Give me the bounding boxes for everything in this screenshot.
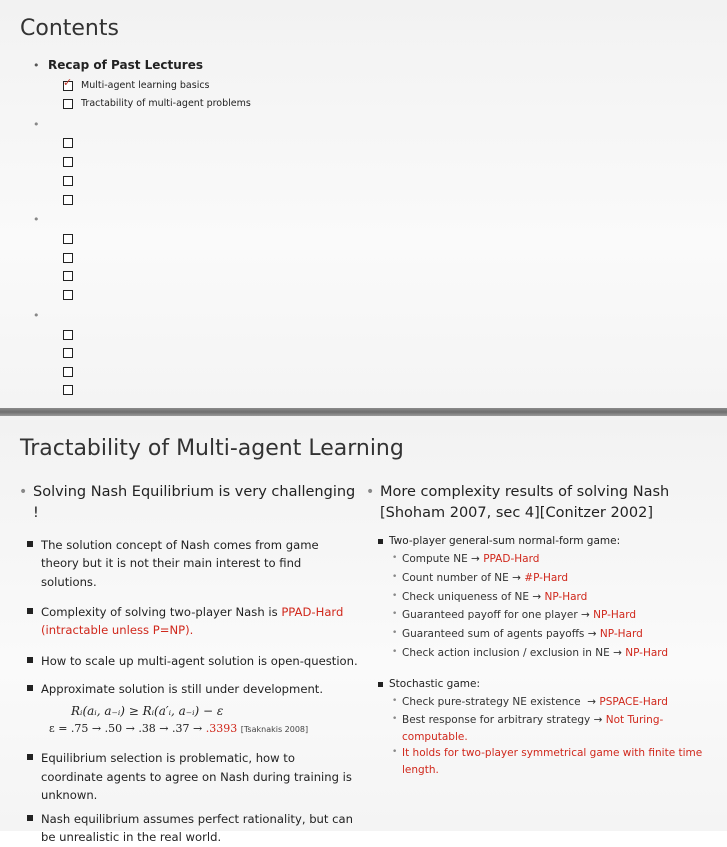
square-bullet-icon — [27, 754, 33, 760]
checkbox-icon — [63, 290, 73, 300]
bullet-icon: • — [33, 118, 40, 131]
square-bullet-icon — [27, 685, 33, 691]
subitem-faded — [63, 176, 81, 186]
bullet-icon: • — [19, 484, 28, 500]
left-column — [19, 482, 359, 847]
bullet-icon: • — [33, 59, 40, 72]
bullet-icon: • — [392, 609, 398, 620]
point-approximate: Approximate solution is still under development. — [19, 680, 359, 698]
slide-title: Tractability of Multi-agent Learning — [20, 436, 404, 461]
checkbox-icon — [63, 348, 73, 358]
result-best-response: • Best response for arbitrary strategy → Not Turing-computable. — [392, 713, 664, 743]
subitem-tractability — [63, 98, 251, 109]
checkbox-icon — [63, 253, 73, 263]
bullet-icon: • — [392, 590, 398, 601]
section-faded — [33, 117, 48, 131]
right-column — [366, 482, 718, 779]
bullet-icon: • — [392, 552, 398, 563]
group-normal-form: Two-player general-sum normal-form game: — [366, 534, 718, 550]
subitem-faded — [63, 234, 81, 244]
result-compute-ne: • Compute NE → PPAD-Hard — [366, 550, 718, 569]
point-solution-concept: The solution concept of Nash comes from game theory but it is not their main interest to find solutions. — [19, 536, 359, 591]
subitem-faded — [63, 367, 81, 377]
bullet-icon: • — [392, 713, 398, 724]
bullet-icon: • — [33, 309, 40, 322]
result-symmetrical: • It holds for two-player symmetrical game with finite time length. — [392, 747, 703, 777]
bullet-icon: • — [392, 628, 398, 639]
checkbox-icon — [63, 157, 73, 167]
group-stochastic: Stochastic game: — [366, 677, 718, 693]
subitem-faded — [63, 138, 81, 148]
point-rationality: Nash equilibrium assumes perfect rationality, but can be unrealistic in the real world. — [19, 810, 359, 847]
square-bullet-icon — [27, 657, 33, 663]
point-scale-up: How to scale up multi-agent solution is open-question. — [19, 652, 359, 670]
contents-slide — [0, 0, 727, 408]
result-guaranteed-payoff: • Guaranteed payoff for one player → NP-Hard — [366, 606, 718, 625]
epsilon-sequence: ε = .75 → .50 → .38 → .37 → .3393 [Tsaknakis 2008] — [49, 722, 309, 736]
subitem-faded — [63, 157, 81, 167]
point-complexity: Complexity of solving two-player Nash is PPAD-Hard (intractable unless P=NP). — [19, 603, 359, 640]
square-bullet-icon — [378, 539, 383, 544]
checkbox-icon — [63, 271, 73, 281]
bullet-icon: • — [33, 213, 40, 226]
bullet-icon: • — [366, 484, 375, 500]
section-recap — [33, 58, 203, 72]
checkbox-icon — [63, 176, 73, 186]
subitem-mal-basics — [63, 75, 210, 91]
checkbox-icon — [63, 99, 73, 109]
slide-title: Contents — [20, 16, 119, 41]
subitem-faded — [63, 253, 81, 263]
square-bullet-icon — [27, 815, 33, 821]
checkbox-icon — [63, 330, 73, 340]
epsilon-nash-formula: Rᵢ(aᵢ, a₋ᵢ) ≥ Rᵢ(a′ᵢ, a₋ᵢ) − ε — [71, 704, 224, 719]
square-bullet-icon — [378, 682, 383, 687]
section-faded — [33, 212, 48, 226]
checkbox-icon — [63, 234, 73, 244]
checkbox-icon — [63, 138, 73, 148]
checked-box-icon: ✓ — [63, 75, 73, 89]
result-action-inclusion: • Check action inclusion / exclusion in NE → NP-Hard — [366, 644, 718, 663]
subitem-faded — [63, 290, 81, 300]
section-label: Recap of Past Lectures — [48, 58, 204, 72]
point-equilibrium-selection: Equilibrium selection is problematic, how to coordinate agents to agree on Nash during training is unknown. — [19, 749, 359, 804]
right-heading: • More complexity results of solving Nash [Shoham 2007, sec 4][Conitzer 2002] — [366, 484, 670, 522]
square-bullet-icon — [27, 608, 33, 614]
subitem-faded — [63, 385, 81, 395]
bullet-icon: • — [392, 747, 398, 758]
tractability-slide — [0, 416, 727, 845]
subitem-label: Multi-agent learning basics — [81, 80, 210, 91]
checkbox-icon — [63, 385, 73, 395]
subitem-faded — [63, 330, 81, 340]
left-heading: • Solving Nash Equilibrium is very challenging ! — [19, 484, 356, 522]
result-guaranteed-sum: • Guaranteed sum of agents payoffs → NP-Hard — [366, 625, 718, 644]
bullet-icon: • — [392, 695, 398, 706]
subitem-faded — [63, 195, 81, 205]
subitem-faded — [63, 348, 81, 358]
result-pure-strategy: • Check pure-strategy NE existence → PSPACE-Hard — [366, 693, 718, 712]
square-bullet-icon — [27, 541, 33, 547]
bullet-icon: • — [392, 647, 398, 658]
result-count-ne: • Count number of NE → #P-Hard — [366, 569, 718, 588]
section-faded — [33, 308, 48, 322]
checkbox-icon — [63, 195, 73, 205]
checkbox-icon — [63, 367, 73, 377]
subitem-label: Tractability of multi-agent problems — [81, 98, 251, 109]
slide-separator — [0, 408, 727, 416]
bullet-icon: • — [392, 571, 398, 582]
subitem-faded — [63, 271, 81, 281]
result-uniqueness: • Check uniqueness of NE → NP-Hard — [366, 588, 718, 607]
